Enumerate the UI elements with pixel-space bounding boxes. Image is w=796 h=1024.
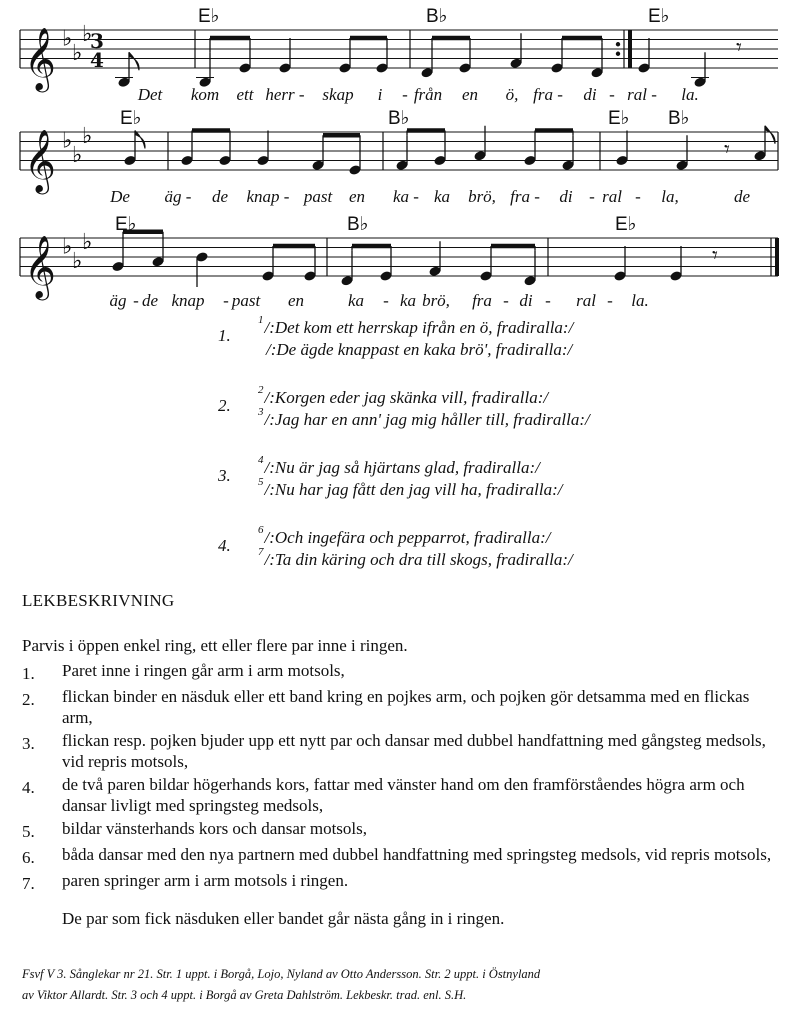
chord-symbol: B♭ bbox=[668, 108, 690, 129]
lyric-syllable: äg - bbox=[164, 187, 192, 206]
lyric-syllable: ka bbox=[347, 291, 365, 310]
lyric-syllable: di bbox=[583, 85, 597, 104]
lyric-syllable: - bbox=[589, 187, 595, 206]
eighth-rest: 𝄾 bbox=[724, 137, 730, 163]
step-number: 1. bbox=[22, 664, 35, 683]
lyric-syllable: knap - bbox=[246, 187, 290, 206]
verse-line bbox=[258, 384, 549, 408]
lyric-syllable: la. bbox=[631, 291, 649, 310]
flat-accidental: ♭ bbox=[72, 142, 83, 168]
treble-clef: 𝄞 bbox=[24, 235, 56, 298]
lyric-syllable: - bbox=[223, 291, 229, 310]
footnote-line: Fsvf V 3. Sånglekar nr 21. Str. 1 uppt. i Borgå, Lojo, Nyland av Otto Andersson. Str. 2 uppt. i Östnyland bbox=[22, 967, 541, 981]
lyric-syllable: la. bbox=[681, 85, 699, 104]
lyric-syllable: en bbox=[461, 85, 479, 104]
line-ref: 7 bbox=[258, 546, 264, 558]
closing-text: De par som fick näsduken eller bandet går nästa gång in i ringen. bbox=[62, 909, 505, 928]
repeat-dot bbox=[616, 52, 620, 56]
time-signature-bottom: 4 bbox=[90, 48, 104, 72]
chord-symbol: B♭ bbox=[388, 108, 410, 129]
flat-accidental: ♭ bbox=[62, 26, 73, 52]
verse-line bbox=[258, 546, 573, 570]
step-list bbox=[22, 660, 782, 896]
chord-symbol: E♭ bbox=[615, 214, 637, 235]
verse-text: /:Jag har en ann' jag mig håller till, fradiralla:/ bbox=[264, 410, 590, 429]
chord-symbol: B♭ bbox=[347, 214, 369, 235]
lyric-syllable: äg bbox=[109, 291, 127, 310]
repeat-dot bbox=[616, 42, 620, 46]
lyric-syllable: - bbox=[545, 291, 551, 310]
lyric-syllable: - bbox=[133, 291, 139, 310]
lyric-syllable: - bbox=[609, 85, 615, 104]
lyric-syllable: ett bbox=[236, 85, 254, 104]
note-flag bbox=[135, 131, 145, 149]
lyric-syllable: fra - bbox=[533, 85, 563, 104]
step-number: 7. bbox=[22, 874, 35, 893]
flat-accidental: ♭ bbox=[72, 40, 83, 66]
lyric-syllable: - bbox=[607, 291, 613, 310]
lyric-syllable: - bbox=[383, 291, 389, 310]
verse-text: /:Nu har jag fått den jag vill ha, fradiralla:/ bbox=[264, 480, 563, 499]
step-number: 3. bbox=[22, 734, 35, 753]
verse-number: 4. bbox=[218, 536, 231, 555]
lyric-syllable: past bbox=[231, 291, 261, 310]
verse-1 bbox=[0, 314, 796, 364]
lyric-syllable: ral bbox=[576, 291, 596, 310]
treble-clef: 𝄞 bbox=[24, 27, 56, 90]
line-ref: 2 bbox=[258, 384, 264, 396]
time-signature-top: 3 bbox=[90, 29, 104, 53]
flat-accidental: ♭ bbox=[82, 123, 93, 149]
verse-line bbox=[258, 476, 563, 500]
lyric-syllable: i bbox=[377, 85, 383, 104]
footnote-line: av Viktor Allardt. Str. 3 och 4 uppt. i Borgå av Greta Dahlström. Lekbeskr. trad. enl. S.H. bbox=[22, 988, 467, 1002]
lyric-syllable: fra bbox=[472, 291, 492, 310]
lyric-syllable: en bbox=[287, 291, 305, 310]
lyric-syllable: från bbox=[413, 85, 443, 104]
lyric-syllable: ral - bbox=[627, 85, 657, 104]
flat-accidental: ♭ bbox=[72, 248, 83, 274]
step-text: bildar vänsterhands kors och dansar motsols, bbox=[62, 819, 367, 838]
line-ref: 5 bbox=[258, 476, 264, 488]
lyric-syllable: di bbox=[519, 291, 533, 310]
verse-text: /:Det kom ett herrskap ifrån en ö, fradiralla:/ bbox=[264, 318, 574, 337]
line-ref: 1 bbox=[258, 314, 264, 326]
staff-system bbox=[20, 124, 778, 195]
lyric-syllable: de bbox=[141, 291, 159, 310]
intro-text: Parvis i öppen enkel ring, ett eller flere par inne i ringen. bbox=[22, 636, 408, 655]
chord-symbol: E♭ bbox=[648, 6, 670, 27]
verse-line bbox=[258, 454, 540, 478]
step-number: 2. bbox=[22, 690, 35, 709]
list-item bbox=[22, 774, 782, 816]
list-item bbox=[22, 870, 782, 894]
verse-3 bbox=[0, 454, 796, 504]
verse-text: /:Nu är jag så hjärtans glad, fradiralla:/ bbox=[264, 458, 540, 477]
sheet-music bbox=[0, 0, 796, 320]
step-number: 5. bbox=[22, 822, 35, 841]
verse-text: /:Och ingefära och pepparrot, fradiralla:/ bbox=[264, 528, 551, 547]
line-ref: 4 bbox=[258, 454, 264, 466]
lyric-syllable: brö, bbox=[422, 291, 450, 310]
step-number: 6. bbox=[22, 848, 35, 867]
lyric-syllable: la, bbox=[661, 187, 679, 206]
verse-text: /:De ägde knappast en kaka brö', fradiralla:/ bbox=[266, 340, 573, 359]
verse-number: 1. bbox=[218, 326, 231, 345]
lyric-syllable: di bbox=[559, 187, 573, 206]
staff-system bbox=[20, 22, 778, 93]
list-item bbox=[22, 844, 782, 868]
verse-4 bbox=[0, 524, 796, 574]
lyric-syllable: herr - bbox=[265, 85, 305, 104]
chord-symbol: E♭ bbox=[608, 108, 630, 129]
lyric-syllable: - bbox=[402, 85, 408, 104]
verse-number: 2. bbox=[218, 396, 231, 415]
treble-clef: 𝄞 bbox=[24, 129, 56, 192]
lyric-syllable: brö, bbox=[468, 187, 496, 206]
lyric-syllable: past bbox=[303, 187, 333, 206]
verse-line bbox=[258, 406, 590, 430]
lyric-syllable: knap bbox=[171, 291, 205, 310]
eighth-rest: 𝄾 bbox=[736, 35, 742, 61]
step-text: Paret inne i ringen går arm i arm motsols, bbox=[62, 661, 345, 680]
verse-2 bbox=[0, 384, 796, 434]
lyric-syllable: de bbox=[211, 187, 229, 206]
verse-line bbox=[258, 314, 574, 338]
line-ref: 3 bbox=[258, 406, 264, 418]
section-heading: LEKBESKRIVNING bbox=[22, 591, 175, 610]
chord-symbol: E♭ bbox=[198, 6, 220, 27]
flat-accidental: ♭ bbox=[82, 229, 93, 255]
list-item bbox=[22, 686, 782, 728]
lyric-syllable: skap bbox=[322, 85, 354, 104]
list-item bbox=[22, 818, 782, 842]
lyric-syllable: - bbox=[503, 291, 509, 310]
eighth-rest: 𝄾 bbox=[712, 243, 718, 269]
verse-text: /:Korgen eder jag skänka vill, fradiralla:/ bbox=[264, 388, 549, 407]
verse-text: /:Ta din käring och dra till skogs, fradiralla:/ bbox=[264, 550, 573, 569]
verse-line bbox=[258, 524, 551, 548]
line-ref: 6 bbox=[258, 524, 264, 536]
step-text: båda dansar med den nya partnern med dubbel handfattning med springsteg medsols, vid repris motsols, bbox=[62, 845, 772, 864]
lyric-syllable: de bbox=[733, 187, 751, 206]
lyric-syllable: ka bbox=[433, 187, 451, 206]
chord-symbol: B♭ bbox=[426, 6, 448, 27]
list-item bbox=[22, 660, 782, 684]
lyric-syllable: ö, bbox=[505, 85, 519, 104]
source-footnote bbox=[22, 964, 782, 1006]
lyric-syllable: ka bbox=[399, 291, 417, 310]
lyric-syllable: fra - bbox=[510, 187, 540, 206]
step-text: flickan binder en näsduk eller ett band kring en pojkes arm, och pojken gör detsamma med en flickas arm, bbox=[62, 687, 750, 727]
lyric-syllable: - bbox=[635, 187, 641, 206]
lyric-syllable: ka - bbox=[393, 187, 419, 206]
list-item bbox=[22, 730, 782, 772]
lyric-syllable: en bbox=[348, 187, 366, 206]
lyric-syllable: De bbox=[110, 187, 130, 206]
lyric-syllable: Det bbox=[137, 85, 163, 104]
lyric-syllable: kom bbox=[190, 85, 220, 104]
lyric-syllable: ral bbox=[602, 187, 622, 206]
chord-symbol: E♭ bbox=[120, 108, 142, 129]
step-text: de två paren bildar högerhands kors, fattar med vänster hand om den framförståendes högra arm och dansar livligt med springsteg medsols, bbox=[62, 775, 745, 815]
step-text: flickan resp. pojken bjuder upp ett nytt par och dansar med dubbel handfattning med gångsteg medsols, vid repris motsols, bbox=[62, 731, 766, 771]
flat-accidental: ♭ bbox=[62, 234, 73, 260]
chord-symbol: E♭ bbox=[115, 214, 137, 235]
flat-accidental: ♭ bbox=[62, 128, 73, 154]
step-number: 4. bbox=[22, 778, 35, 797]
step-text: paren springer arm i arm motsols i ringen. bbox=[62, 871, 349, 890]
verse-number: 3. bbox=[218, 466, 231, 485]
verse-line bbox=[258, 340, 572, 360]
flat-accidental: ♭ bbox=[82, 21, 93, 47]
